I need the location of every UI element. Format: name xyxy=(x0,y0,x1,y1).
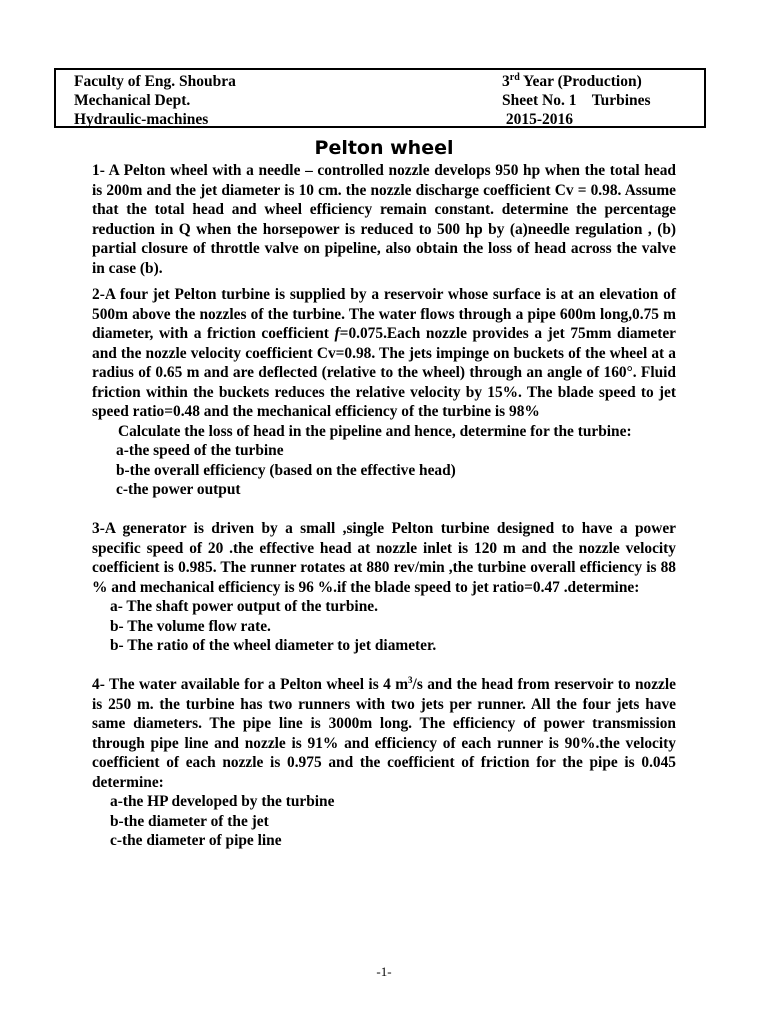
problem-2-text-a: 2-A four jet Pelton turbine is supplied by a reservoir whose surface is at an elevation of 500m above the nozzles of the turbine. The water flows through a pipe 600m long,0.75 m diameter, with a friction coefficient xyxy=(92,286,676,342)
page-title: Pelton wheel xyxy=(314,137,454,159)
problem-3-item: b- The ratio of the wheel diameter to jet diameter. xyxy=(110,637,437,654)
problem-4 xyxy=(92,675,676,792)
problem-2 xyxy=(92,285,676,422)
problem-2-text-b: =0.075.Each nozzle provides a jet 75mm diameter and the nozzle velocity coefficient Cv=0.98. The jets impinge on buckets of the wheel at a radius of 0.65 m and are deflected (relative to the wheel) through an angle of 160°. Fluid friction within the buckets reduces the relative velocity by 15%. The blade speed to jet speed ratio=0.48 and the mechanical efficiency of the turbine is 98% xyxy=(92,325,676,420)
course-name: Hydraulic-machines xyxy=(74,111,209,128)
problem-2-item: a-the speed of the turbine xyxy=(116,442,284,459)
cubic-superscript: 3 xyxy=(408,675,413,685)
year-label xyxy=(502,72,642,92)
academic-year: 2015-2016 xyxy=(502,111,574,128)
header-row-2 xyxy=(74,91,704,111)
problem-2-instruction: Calculate the loss of head in the pipeline and hence, determine for the turbine: xyxy=(118,422,632,440)
problem-4-item: a-the HP developed by the turbine xyxy=(110,793,335,810)
year-program: Year (Production) xyxy=(519,73,642,90)
problem-3-item: b- The volume flow rate. xyxy=(110,617,271,635)
department-name: Mechanical Dept. xyxy=(74,92,191,109)
problem-3-item: a- The shaft power output of the turbine. xyxy=(110,598,378,615)
problem-list xyxy=(92,161,676,851)
friction-symbol: f xyxy=(334,325,340,342)
header-box xyxy=(54,68,706,128)
faculty-name: Faculty of Eng. Shoubra xyxy=(74,73,236,90)
problem-3: 3-A generator is driven by a small ,single Pelton turbine designed to have a power specific speed of 20 .the effective head at nozzle inlet is 120 m and the nozzle velocity coefficient is 0.985. The runner rotates at 880 rev/min ,the turbine overall efficiency is 88 % and mechanical efficiency is 96 %.if the blade speed to jet ratio=0.47 .determine: xyxy=(92,520,676,596)
problem-4-text-b: /s and the head from reservoir to nozzle is 250 m. the turbine has two runners with two jets per runner. All the four jets have same diameters. The pipe line is 3000m long. The efficiency of power transmission through pipe line and nozzle is 91% and efficiency of each runner is 90%.the velocity coefficient of each nozzle is 0.975 and the coefficient of friction for the pipe is 0.045 determine: xyxy=(92,676,676,791)
year-suffix: rd xyxy=(509,72,520,83)
sheet-label: Sheet No. 1 Turbines xyxy=(502,92,651,109)
header-row-1 xyxy=(74,72,704,92)
problem-4-item: c-the diameter of pipe line xyxy=(110,832,282,849)
header-row-3 xyxy=(74,110,704,130)
year-number: 3 xyxy=(502,73,510,90)
problem-1: 1- A Pelton wheel with a needle – controlled nozzle develops 950 hp when the total head is 200m and the jet diameter is 10 cm. the nozzle discharge coefficient Cv = 0.98. Assume that the total head and wheel efficiency remain constant. determine the percentage reduction in Q when the horsepower is reduced to 500 hp by (a)needle regulation , (b) partial closure of throttle valve on pipeline, also obtain the loss of head across the valve in case (b). xyxy=(92,162,676,277)
problem-4-item: b-the diameter of the jet xyxy=(110,812,269,830)
problem-4-text-a: 4- The water available for a Pelton wheel is 4 m xyxy=(92,676,409,693)
problem-2-item: c-the power output xyxy=(116,481,241,498)
page-number: -1- xyxy=(376,964,392,979)
problem-2-item: b-the overall efficiency (based on the effective head) xyxy=(116,461,456,479)
